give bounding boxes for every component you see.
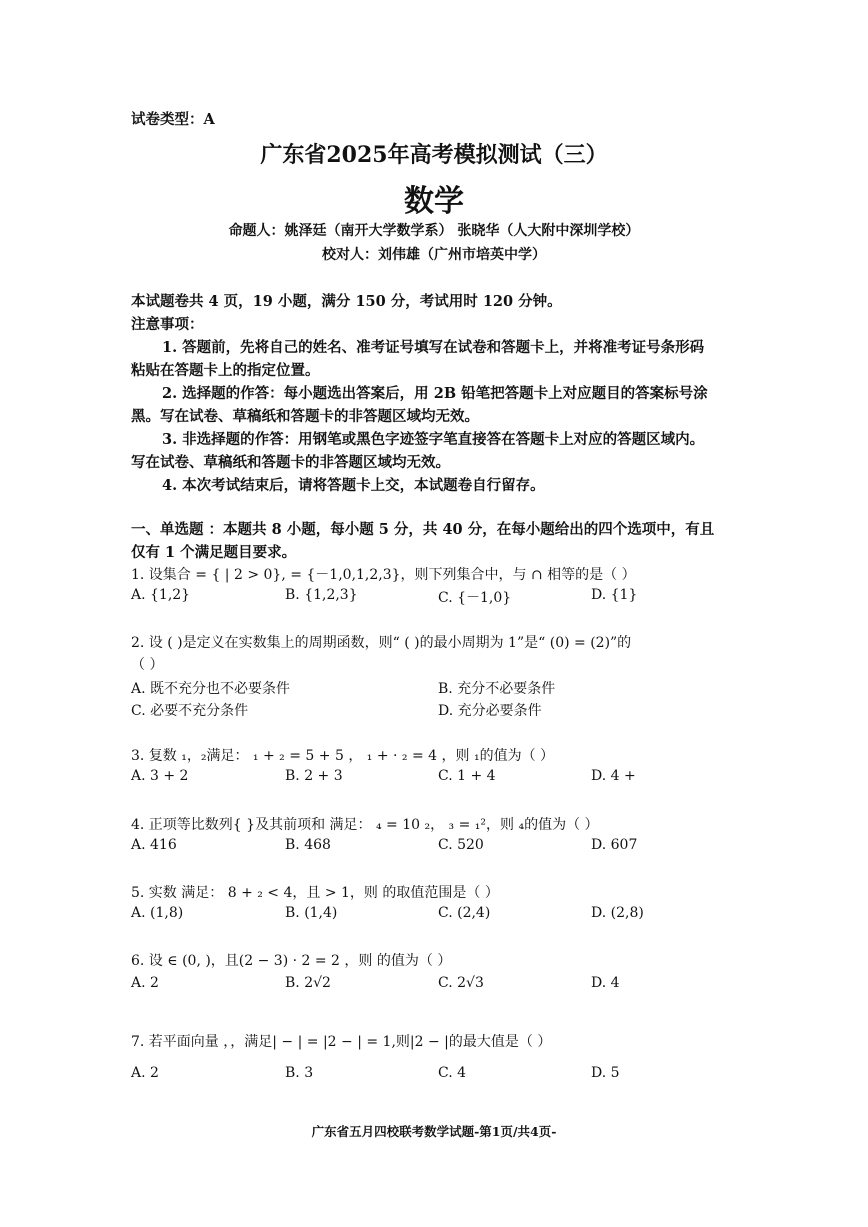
subject-title: 数学	[404, 184, 464, 219]
question-1-option-d[interactable]: D. {1}	[591, 587, 638, 603]
question-2-stem-cont: （ ）	[131, 657, 164, 673]
note-4: 4. 本次考试结束后，请将答题卡上交，本试题卷自行留存。	[162, 477, 545, 494]
note-2-line-1: 2. 选择题的作答：每小题选出答案后，用 2B 铅笔把答题卡上对应题目的答案标号涂	[162, 385, 708, 402]
note-2-line-2: 黑。写在试卷、草稿纸和答题卡的非答题区域均无效。	[131, 408, 479, 425]
question-7-option-d[interactable]: D. 5	[591, 1065, 620, 1081]
question-5-option-d[interactable]: D. (2,8)	[591, 905, 644, 921]
question-5-option-b[interactable]: B. (1,4)	[285, 905, 338, 921]
question-6-option-b[interactable]: B. 2√2	[285, 975, 331, 991]
page-footer: 广东省五月四校联考数学试题-第1页/共4页-	[311, 1124, 557, 1139]
question-7-option-c[interactable]: C. 4	[438, 1065, 467, 1081]
notes-title: 注意事项：	[131, 316, 204, 333]
intro-line: 本试题卷共 4 页，19 小题，满分 150 分，考试用时 120 分钟。	[131, 293, 562, 310]
question-5-option-c[interactable]: C. (2,4)	[438, 905, 491, 921]
question-1-option-a[interactable]: A. {1,2}	[131, 587, 191, 603]
question-3-option-c[interactable]: C. 1 + 4	[438, 768, 496, 784]
proofreader-line: 校对人：刘伟雄（广州市培英中学）	[322, 247, 546, 263]
note-3-line-2: 写在试卷、草稿纸和答题卡的非答题区域均无效。	[131, 454, 450, 471]
question-1-option-c[interactable]: C. {－1,0}	[438, 590, 512, 606]
section-1-line-2: 仅有 1 个满足题目要求。	[131, 544, 297, 561]
question-6-stem: 6. 设 ∈ (0, )，且(2 − 3) · 2 = 2 ，则 的值为（ ）	[131, 953, 452, 969]
question-7-option-b[interactable]: B. 3	[285, 1065, 314, 1081]
question-2-option-c[interactable]: C. 必要不充分条件	[131, 703, 249, 719]
question-4-option-b[interactable]: B. 468	[285, 837, 331, 853]
question-2-option-d[interactable]: D. 充分必要条件	[438, 703, 542, 719]
question-4-option-a[interactable]: A. 416	[131, 837, 177, 853]
note-3-line-1: 3. 非选择题的作答：用钢笔或黑色字迹签字笔直接答在答题卡上对应的答题区域内。	[162, 431, 705, 448]
question-7-stem: 7. 若平面向量 ，，满足| − | = |2 − | = 1,则|2 − |的最大值是（ ）	[131, 1034, 552, 1050]
question-2-stem: 2. 设 ( )是定义在实数集上的周期函数，则“ ( )的最小周期为 1”是“ (0) = (2)”的	[131, 635, 632, 651]
question-7-option-a[interactable]: A. 2	[131, 1065, 159, 1081]
question-3-option-a[interactable]: A. 3 + 2	[131, 768, 189, 784]
question-2-option-a[interactable]: A. 既不充分也不必要条件	[131, 681, 291, 697]
question-3-option-d[interactable]: D. 4 +	[591, 768, 636, 784]
section-1-line-1: 一、单选题 ：本题共 8 小题，每小题 5 分，共 40 分，在每小题给出的四个选项中，有且	[131, 521, 715, 538]
question-3-stem: 3. 复数 ₁，₂满足： ₁ + ₂ = 5 + 5 ， ₁ + · ₂ = 4 ，则 ₁的值为（ ）	[131, 748, 555, 764]
note-1-line-2: 粘贴在答题卡上的指定位置。	[131, 362, 320, 379]
question-3-option-b[interactable]: B. 2 + 3	[285, 768, 343, 784]
paper-type: 试卷类型：A	[131, 111, 215, 128]
question-6-option-d[interactable]: D. 4	[591, 975, 620, 991]
question-5-option-a[interactable]: A. (1,8)	[131, 905, 184, 921]
question-5-stem: 5. 实数 满足： 8 + ₂ < 4，且 > 1，则 的取值范围是（ ）	[131, 885, 499, 901]
question-4-stem: 4. 正项等比数列{ }及其前项和 满足： ₄ = 10 ₂， ₃ = ₁²，则 ₄的值为（ ）	[131, 817, 599, 833]
question-6-option-c[interactable]: C. 2√3	[438, 975, 484, 991]
question-4-option-c[interactable]: C. 520	[438, 837, 484, 853]
authors-line: 命题人：姚泽廷（南开大学数学系） 张晓华（人大附中深圳学校）	[228, 223, 640, 239]
question-2-option-b[interactable]: B. 充分不必要条件	[438, 681, 556, 697]
question-1-option-b[interactable]: B. {1,2,3}	[285, 587, 358, 603]
exam-title: 广东省2025年高考模拟测试（三）	[260, 142, 608, 168]
note-1-line-1: 1. 答题前，先将自己的姓名、准考证号填写在试卷和答题卡上，并将准考证号条形码	[162, 339, 705, 356]
question-4-option-d[interactable]: D. 607	[591, 837, 638, 853]
question-1-stem: 1. 设集合 = { | 2 > 0}, = {－1,0,1,2,3}，则下列集合中，与 ∩ 相等的是（ ）	[131, 567, 636, 583]
question-6-option-a[interactable]: A. 2	[131, 975, 159, 991]
